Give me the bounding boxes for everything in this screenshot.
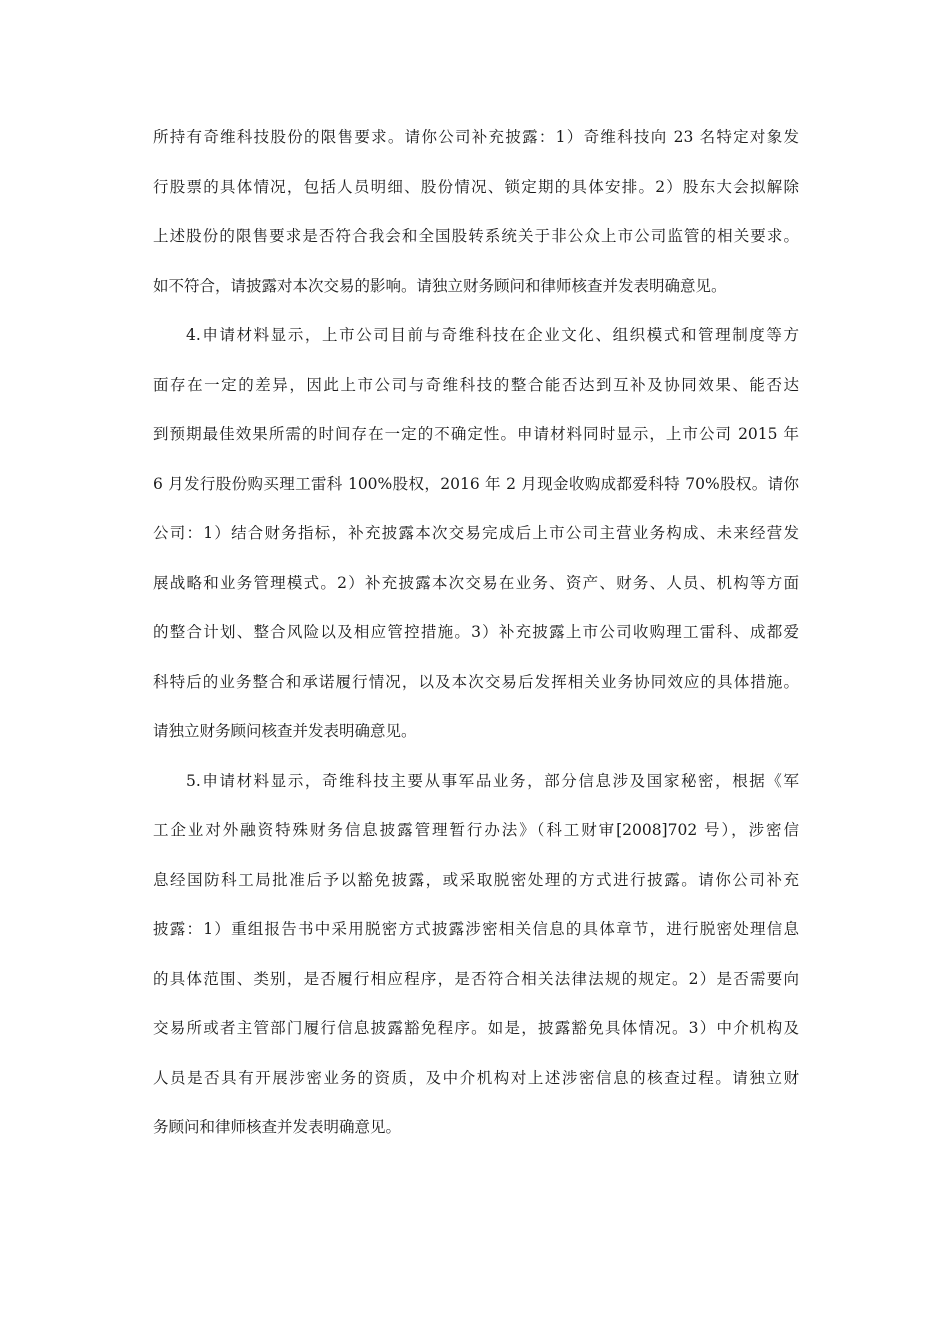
text-line: 的具体范围、类别，是否履行相应程序，是否符合相关法律法规的规定。2）是否需要向 xyxy=(153,969,799,988)
text-line: 的整合计划、整合风险以及相应管控措施。3）补充披露上市公司收购理工雷科、成都爱 xyxy=(153,623,799,641)
text-line: 展战略和业务管理模式。2）补充披露本次交易在业务、资产、财务、人员、机构等方面 xyxy=(153,573,799,592)
text-line: 务顾问和律师核查并发表明确意见。 xyxy=(153,1118,402,1136)
text-line: 如不符合，请披露对本次交易的影响。请独立财务顾问和律师核查并发表明确意见。 xyxy=(153,276,727,295)
text-line: 公司：1）结合财务指标，补充披露本次交易完成后上市公司主营业务构成、未来经营发 xyxy=(153,524,799,542)
text-line: 科特后的业务整合和承诺履行情况，以及本次交易后发挥相关业务协同效应的具体措施。 xyxy=(153,672,799,691)
text-line: 息经国防科工局批准后予以豁免披露，或采取脱密处理的方式进行披露。请你公司补充 xyxy=(153,870,799,889)
text-line: 披露：1）重组报告书中采用脱密方式披露涉密相关信息的具体章节，进行脱密处理信息 xyxy=(153,920,799,938)
text-line: 面存在一定的差异，因此上市公司与奇维科技的整合能否达到互补及协同效果、能否达 xyxy=(153,375,799,394)
text-line: 5.申请材料显示，奇维科技主要从事军品业务，部分信息涉及国家秘密，根据《军 xyxy=(186,771,799,790)
text-line: 上述股份的限售要求是否符合我会和全国股转系统关于非公众上市公司监管的相关要求。 xyxy=(153,227,799,245)
text-line: 到预期最佳效果所需的时间存在一定的不确定性。申请材料同时显示，上市公司 2015 年 xyxy=(153,425,799,443)
text-line: 6 月发行股份购买理工雷科 100%股权，2016 年 2 月现金收购成都爱科特 70%股权。请你 xyxy=(153,474,799,493)
text-line: 人员是否具有开展涉密业务的资质，及中介机构对上述涉密信息的核查过程。请独立财 xyxy=(153,1068,799,1087)
text-line: 4.申请材料显示，上市公司目前与奇维科技在企业文化、组织模式和管理制度等方 xyxy=(186,326,799,344)
text-line: 交易所或者主管部门履行信息披露豁免程序。如是，披露豁免具体情况。3）中介机构及 xyxy=(153,1019,799,1037)
text-line: 请独立财务顾问核查并发表明确意见。 xyxy=(153,722,417,740)
document-body xyxy=(153,117,799,1157)
paragraph-4 xyxy=(153,315,799,761)
paragraph-5 xyxy=(153,761,799,1157)
text-line: 行股票的具体情况，包括人员明细、股份情况、锁定期的具体安排。2）股东大会拟解除 xyxy=(153,177,799,196)
paragraph-3-continued xyxy=(153,117,799,315)
text-line: 所持有奇维科技股份的限售要求。请你公司补充披露：1）奇维科技向 23 名特定对象发 xyxy=(153,128,799,146)
text-line: 工企业对外融资特殊财务信息披露管理暂行办法》（科工财审[2008]702 号），涉密信 xyxy=(153,821,799,839)
